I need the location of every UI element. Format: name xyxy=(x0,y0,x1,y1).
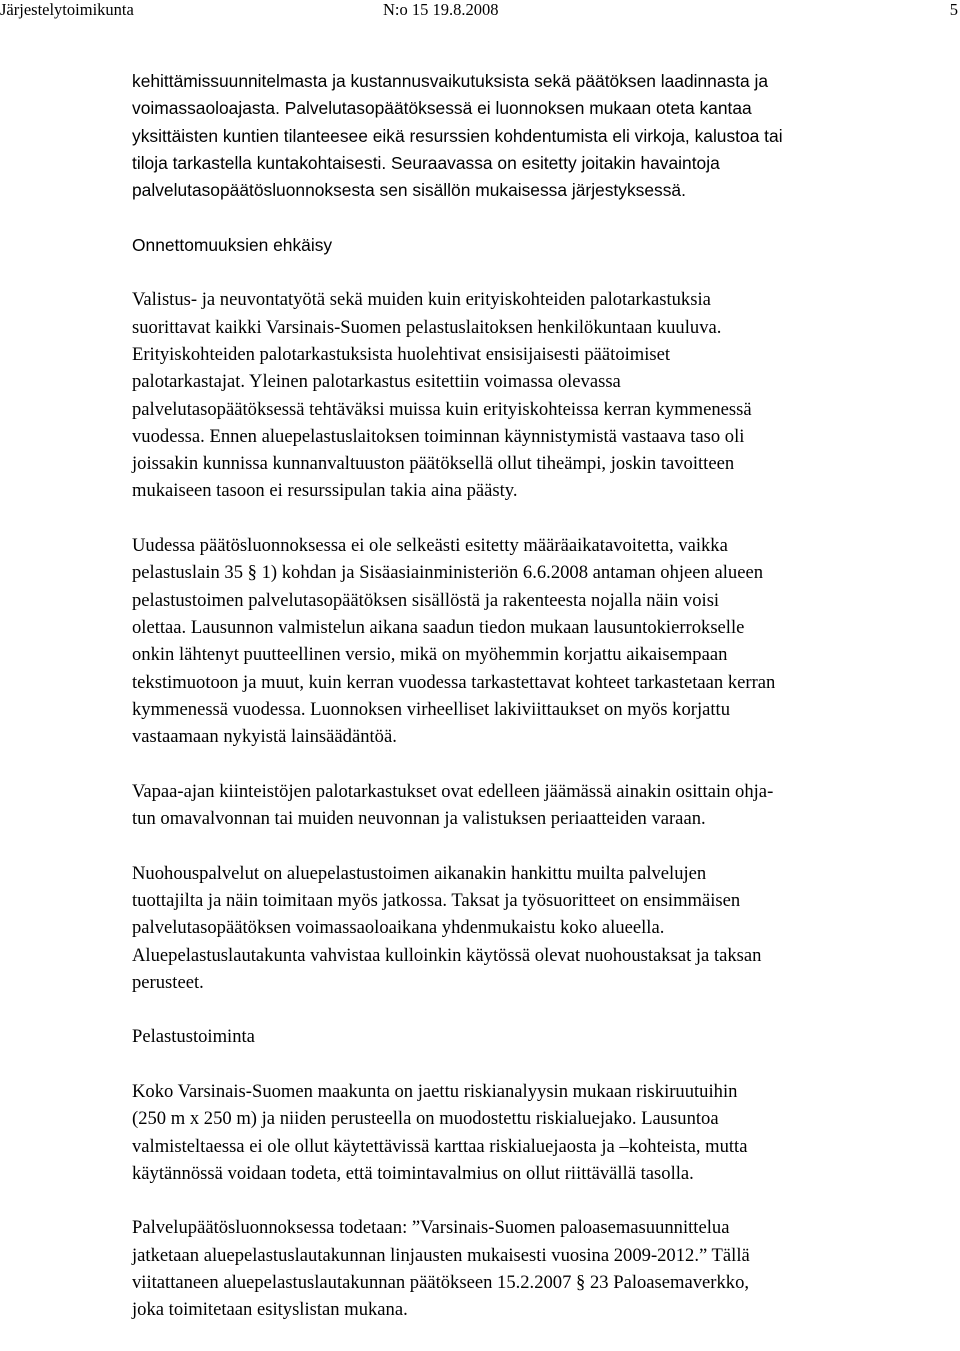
text-line: yksittäisten kuntien tilanteesee eikä resurssien kohdentumista eli virkoja, kalustoa tai xyxy=(132,125,783,146)
text-line: Erityiskohteiden palotarkastuksista huolehtivat ensisijaisesti päätoimiset xyxy=(132,343,671,365)
text-line: palvelutasopäätöksessä tehtäväksi muissa kuin erityiskohteissa kerran kymmenessä xyxy=(132,398,752,420)
paragraph xyxy=(132,532,958,750)
paragraph xyxy=(132,778,958,833)
text-line: (250 m x 250 m) ja niiden perusteella on muodostettu riskialuejako. Lausuntoa xyxy=(132,1108,719,1130)
paragraph xyxy=(132,1214,958,1323)
text-line: joissakin kunnissa kunnanvaltuuston päätöksellä ollut tiheämpi, joskin tavoitteen xyxy=(132,453,735,475)
text-line: Pelastustoiminta xyxy=(132,1026,255,1048)
text-line: tuottajilta ja näin toimitaan myös jatkossa. Taksat ja työsuoritteet on ensimmäisen xyxy=(132,889,741,911)
text-line: Onnettomuuksien ehkäisy xyxy=(132,234,333,255)
section-heading xyxy=(132,232,958,259)
paragraph xyxy=(132,860,958,996)
text-line: Palvelupäätösluonnoksessa todetaan: ”Varsinais-Suomen paloasemasuunnittelua xyxy=(132,1217,730,1239)
text-line: jatketaan aluepelastuslautakunnan linjausten mukaisesti vuosina 2009-2012.” Tällä xyxy=(132,1244,750,1266)
text-line: suorittavat kaikki Varsinais-Suomen pelastuslaitoksen henkilökuntaan kuuluva. xyxy=(132,316,722,338)
text-line: palotarkastajat. Yleinen palotarkastus esitettiin voimassa olevassa xyxy=(132,371,621,393)
text-line: Nuohouspalvelut on aluepelastustoimen aikanakin hankittu muilta palvelujen xyxy=(132,862,707,884)
section-heading xyxy=(132,1023,958,1050)
text-line: perusteet. xyxy=(132,971,204,993)
text-line: valmisteltaessa ei ole ollut käytettävissä karttaa riskialuejaosta ja –kohteista, mutta xyxy=(132,1135,748,1157)
paragraph xyxy=(132,1078,958,1187)
text-line: tiloja tarkastella kuntakohtaisesti. Seuraavassa on esitetty joitakin havaintoja xyxy=(132,152,720,173)
text-line: pelastustoimen palvelutasopäätöksen sisällöstä ja rakenteesta nojalla näin voisi xyxy=(132,589,720,611)
text-line: olettaa. Lausunnon valmistelun aikana saadun tiedon mukaan lausuntokierrokselle xyxy=(132,616,745,638)
paragraph xyxy=(132,68,958,204)
header-organization: Järjestelytoimikunta xyxy=(0,0,134,19)
text-line: vuodessa. Ennen aluepelastuslaitoksen toiminnan käynnistymistä vastaava taso oli xyxy=(132,425,745,447)
text-line: mukaiseen tasoon ei resurssipulan takia aina päästy. xyxy=(132,480,518,502)
text-line: tun omavalvonnan tai muiden neuvonnan ja valistuksen periaatteiden varaan. xyxy=(132,808,706,830)
paragraph xyxy=(132,286,958,504)
document-body xyxy=(132,68,958,1351)
text-line: Koko Varsinais-Suomen maakunta on jaettu riskianalyysin mukaan riskiruutuihin xyxy=(132,1080,738,1102)
text-line: voimassaoloajasta. Palvelutasopäätöksessä ei luonnoksen mukaan oteta kantaa xyxy=(132,98,752,119)
text-line: palvelutasopäätösluonnoksesta sen sisällön mukaisessa järjestyksessä. xyxy=(132,180,686,201)
text-line: Vapaa-ajan kiinteistöjen palotarkastukset ovat edelleen jäämässä ainakin osittain ohja- xyxy=(132,780,774,802)
text-line: onkin lähtenyt puutteellinen versio, mikä on myöhemmin korjattu aikaisempaan xyxy=(132,644,728,666)
text-line: kehittämissuunnitelmasta ja kustannusvaikutuksista sekä päätöksen laadinnasta ja xyxy=(132,71,769,91)
text-line: joka toimitetaan esityslistan mukana. xyxy=(132,1299,408,1321)
text-line: kymmenessä vuodessa. Luonnoksen virheelliset lakiviittaukset on myös korjattu xyxy=(132,698,730,720)
text-line: viitattaneen aluepelastuslautakunnan päätökseen 15.2.2007 § 23 Paloasemaverkko, xyxy=(132,1272,750,1294)
text-line: käytännössä voidaan todeta, että toimintavalmius on ollut riittävällä tasolla. xyxy=(132,1162,694,1184)
header-issue: N:o 15 19.8.2008 xyxy=(383,0,499,19)
header-page-number: 5 xyxy=(949,0,958,19)
text-line: palvelutasopäätöksen voimassaoloaikana yhdenmukaistu koko alueella. xyxy=(132,917,665,939)
text-line: vastaamaan nykyistä lainsäädäntöä. xyxy=(132,726,397,748)
text-line: Uudessa päätösluonnoksessa ei ole selkeästi esitetty määräaikatavoitetta, vaikka xyxy=(132,535,728,557)
text-line: Aluepelastuslautakunta vahvistaa kulloinkin käytössä olevat nuohoustaksat ja taksan xyxy=(132,944,762,966)
text-line: Valistus- ja neuvontatyötä sekä muiden kuin erityiskohteiden palotarkastuksia xyxy=(132,289,711,311)
text-line: tekstimuotoon ja muut, kuin kerran vuodessa tarkastettavat kohteet tarkastetaan kerran xyxy=(132,671,776,693)
page-header xyxy=(0,0,960,22)
text-line: pelastuslain 35 § 1) kohdan ja Sisäasiainministeriön 6.6.2008 antaman ohjeen alueen xyxy=(132,562,764,584)
